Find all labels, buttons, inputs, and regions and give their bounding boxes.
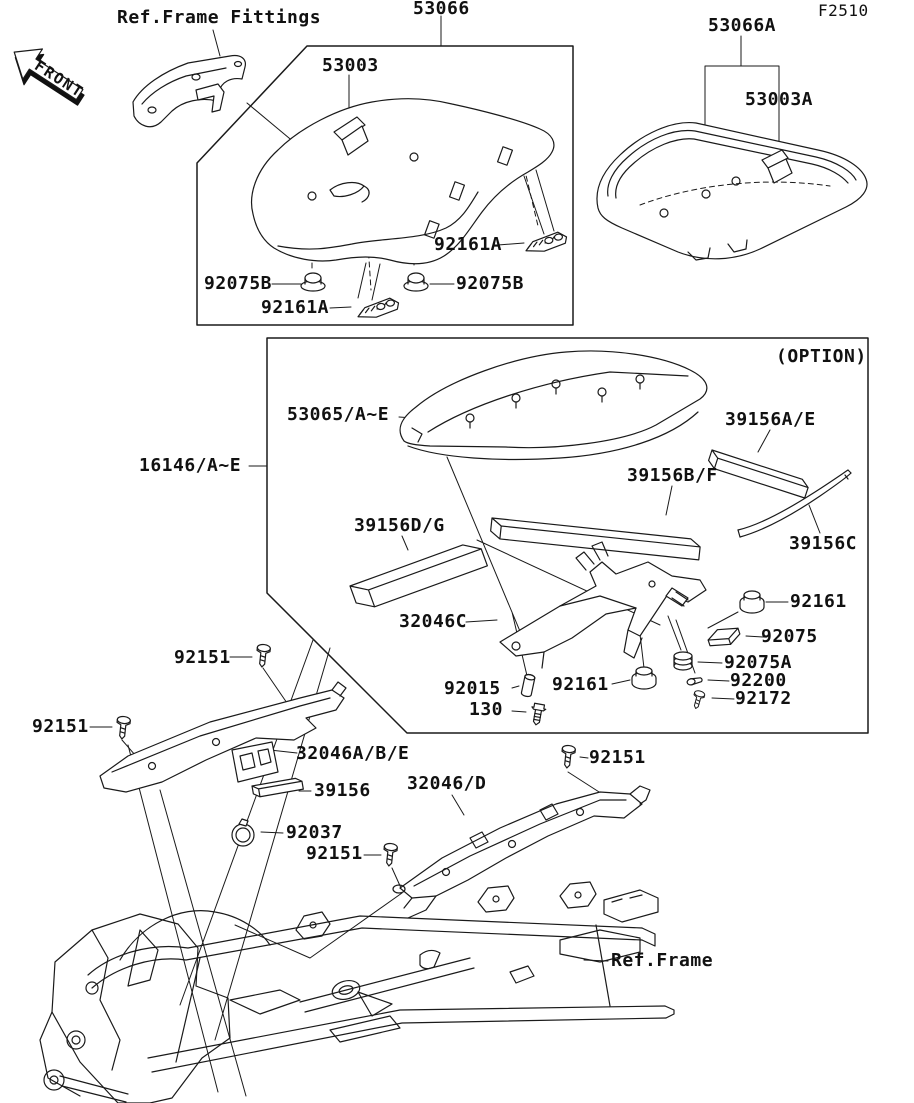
option-tag: (OPTION) [776,346,867,367]
part-label-92200: 92200 [730,670,787,691]
part-label-39156: 39156 [314,780,371,801]
part-label-53066a: 53066A [708,15,777,36]
part-label-92075b-right: 92075B [456,273,525,294]
bolt-130 [529,703,546,726]
strip-39156bf-drawing [490,518,701,560]
collar-92015 [521,674,535,698]
screw-92151-bottom [382,843,397,867]
front-arrow-icon [2,37,93,115]
hook-92161a-left [356,297,400,320]
part-label-39156ae: 39156A/E [725,409,816,430]
strip-39156-drawing [252,777,303,798]
pad-92075 [706,623,742,650]
damper-92075b-right [404,273,428,291]
part-label-32046c: 32046C [399,611,468,632]
damper-92161-mid [632,667,656,689]
part-label-92161a-left: 92161A [261,297,330,318]
part-label-92161-mid: 92161 [552,674,609,695]
hook-92161a-right [524,231,568,254]
damper-92161-right [740,591,764,613]
bracket-32046c-drawing [500,542,706,668]
part-label-16146: 16146/A~E [139,455,242,476]
part-label-92075: 92075 [761,626,818,647]
screw-92172 [691,690,706,710]
ref-frame-drawing [40,882,674,1103]
part-label-130: 130 [469,699,504,720]
part-label-92161-right: 92161 [790,591,847,612]
part-label-39156c: 39156C [789,533,858,554]
frame-fitting-drawing [133,56,245,127]
cover-53065-drawing [400,351,707,460]
part-label-92075b-left: 92075B [204,273,273,294]
screw-92151-top [255,644,270,668]
clamp-92037 [232,819,254,846]
seat-53066-drawing [252,99,554,264]
bracket-32046abe-drawing [100,682,346,792]
part-label-92151-bottom: 92151 [306,843,363,864]
part-label-92151-right: 92151 [589,747,646,768]
part-label-92037: 92037 [286,822,343,843]
part-label-53003: 53003 [322,55,379,76]
strip-39156ae-drawing [707,450,810,498]
part-label-92075a: 92075A [724,652,793,673]
pad-39156dg-drawing [350,539,487,612]
damper-92075b-left [301,273,325,291]
part-label-39156dg: 39156D/G [354,515,445,536]
part-label-92015: 92015 [444,678,501,699]
fiche-code: F2510 [818,1,869,20]
damper-92075a [674,652,692,670]
part-label-53066: 53066 [413,0,470,19]
label-ref-frame-fittings: Ref.Frame Fittings [117,7,322,28]
part-label-92151-top: 92151 [174,647,231,668]
part-label-32046d: 32046/D [407,773,487,794]
pin-92200 [687,677,703,686]
screw-92151-left [115,716,130,740]
part-label-92161a-right: 92161A [434,234,503,255]
part-label-92151-left: 92151 [32,716,89,737]
screw-92151-right [560,745,575,769]
cover-53066a-drawing [597,123,867,260]
front-arrow-text: FRONT [31,56,88,102]
part-label-32046abe: 32046A/B/E [296,743,410,764]
part-label-92172: 92172 [735,688,792,709]
part-label-39156bf: 39156B/F [627,465,718,486]
label-ref-frame: Ref.Frame [611,950,714,971]
part-label-53065: 53065/A~E [287,404,390,425]
part-label-53003a: 53003A [745,89,814,110]
